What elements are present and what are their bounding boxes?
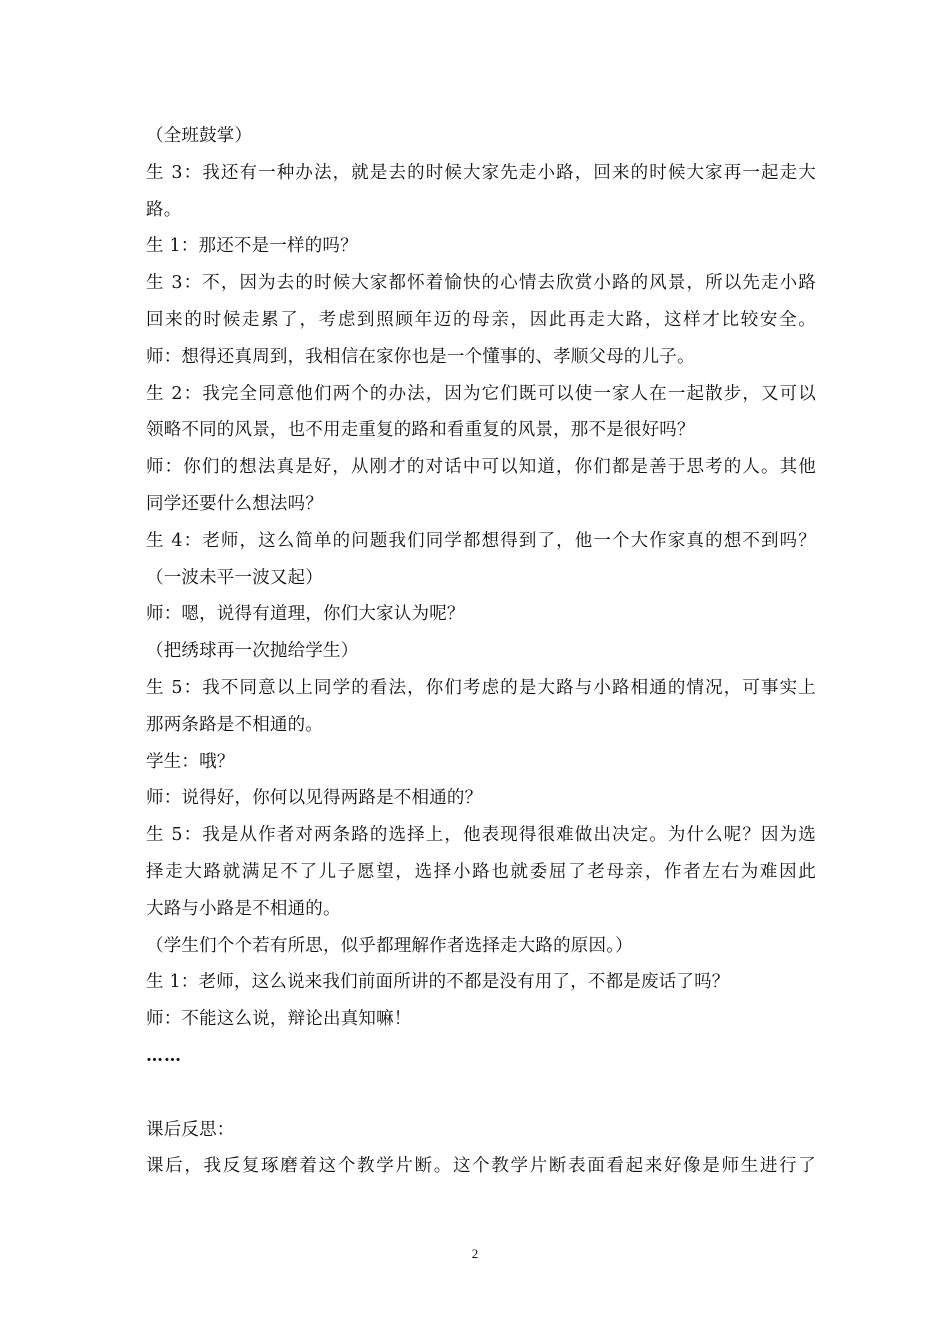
- text-line: 生 2：我完全同意他们两个的办法，因为它们既可以使一家人在一起散步，又可以: [146, 383, 816, 404]
- text-line: 同学还要什么想法吗？: [146, 493, 323, 514]
- text-line: 路。: [146, 199, 182, 220]
- text-line: 生 5：我不同意以上同学的看法，你们考虑的是大路与小路相通的情况，可事实上: [146, 677, 816, 698]
- page-number: 2: [471, 1246, 479, 1261]
- text-line: 师：想得还真周到，我相信在家你也是一个懂事的、孝顺父母的儿子。: [146, 346, 695, 367]
- text-line: 学生：哦？: [146, 751, 235, 772]
- reflection-heading: 课后反思：: [146, 1119, 235, 1140]
- text-line: （一波未平一波又起）: [146, 567, 323, 588]
- text-line: 生 1：老师，这么说来我们前面所讲的不都是没有用了，不都是废话了吗？: [146, 972, 730, 993]
- text-line: 生 5：我是从作者对两条路的选择上，他表现得很难做出决定。为什么呢？因为选: [146, 825, 816, 846]
- text-line: 师：不能这么说，辩论出真知嘛！: [146, 1009, 412, 1030]
- text-line: 大路与小路是不相通的。: [146, 898, 341, 919]
- document-body: [146, 118, 816, 1185]
- text-line: （学生们个个若有所思，似乎都理解作者选择走大路的原因。）: [146, 935, 633, 956]
- text-line: 领略不同的风景，也不用走重复的路和看重复的风景，那不是很好吗？: [146, 420, 695, 441]
- blank-line: [146, 1075, 816, 1112]
- text-line: 生 4：老师，这么简单的问题我们同学都想得到了，他一个大作家真的想不到吗？: [146, 530, 816, 551]
- text-line: 回来的时候走累了，考虑到照顾年迈的母亲，因此再走大路，这样才比较安全。: [146, 309, 816, 330]
- text-line: 师：嗯，说得有道理，你们大家认为呢？: [146, 604, 465, 625]
- text-line: 那两条路是不相通的。: [146, 714, 323, 735]
- text-line: 师：你们的想法真是好，从刚才的对话中可以知道，你们都是善于思考的人。其他: [146, 457, 816, 478]
- ellipsis: ……: [146, 1045, 182, 1066]
- text-line: 择走大路就满足不了儿子愿望，选择小路也就委屈了老母亲，作者左右为难因此: [146, 861, 816, 882]
- reflection-text: 课后，我反复琢磨着这个教学片断。这个教学片断表面看起来好像是师生进行了: [146, 1156, 816, 1177]
- text-line: 生 3：我还有一种办法，就是去的时候大家先走小路，回来的时候大家再一起走大: [146, 162, 816, 183]
- text-line: 生 3：不，因为去的时候大家都怀着愉快的心情去欣赏小路的风景，所以先走小路: [146, 273, 816, 294]
- text-line: （全班鼓掌）: [146, 126, 253, 146]
- text-line: 师：说得好，你何以见得两路是不相通的？: [146, 788, 483, 809]
- text-line: （把绣球再一次抛给学生）: [146, 641, 359, 662]
- text-line: 生 1：那还不是一样的吗？: [146, 236, 358, 257]
